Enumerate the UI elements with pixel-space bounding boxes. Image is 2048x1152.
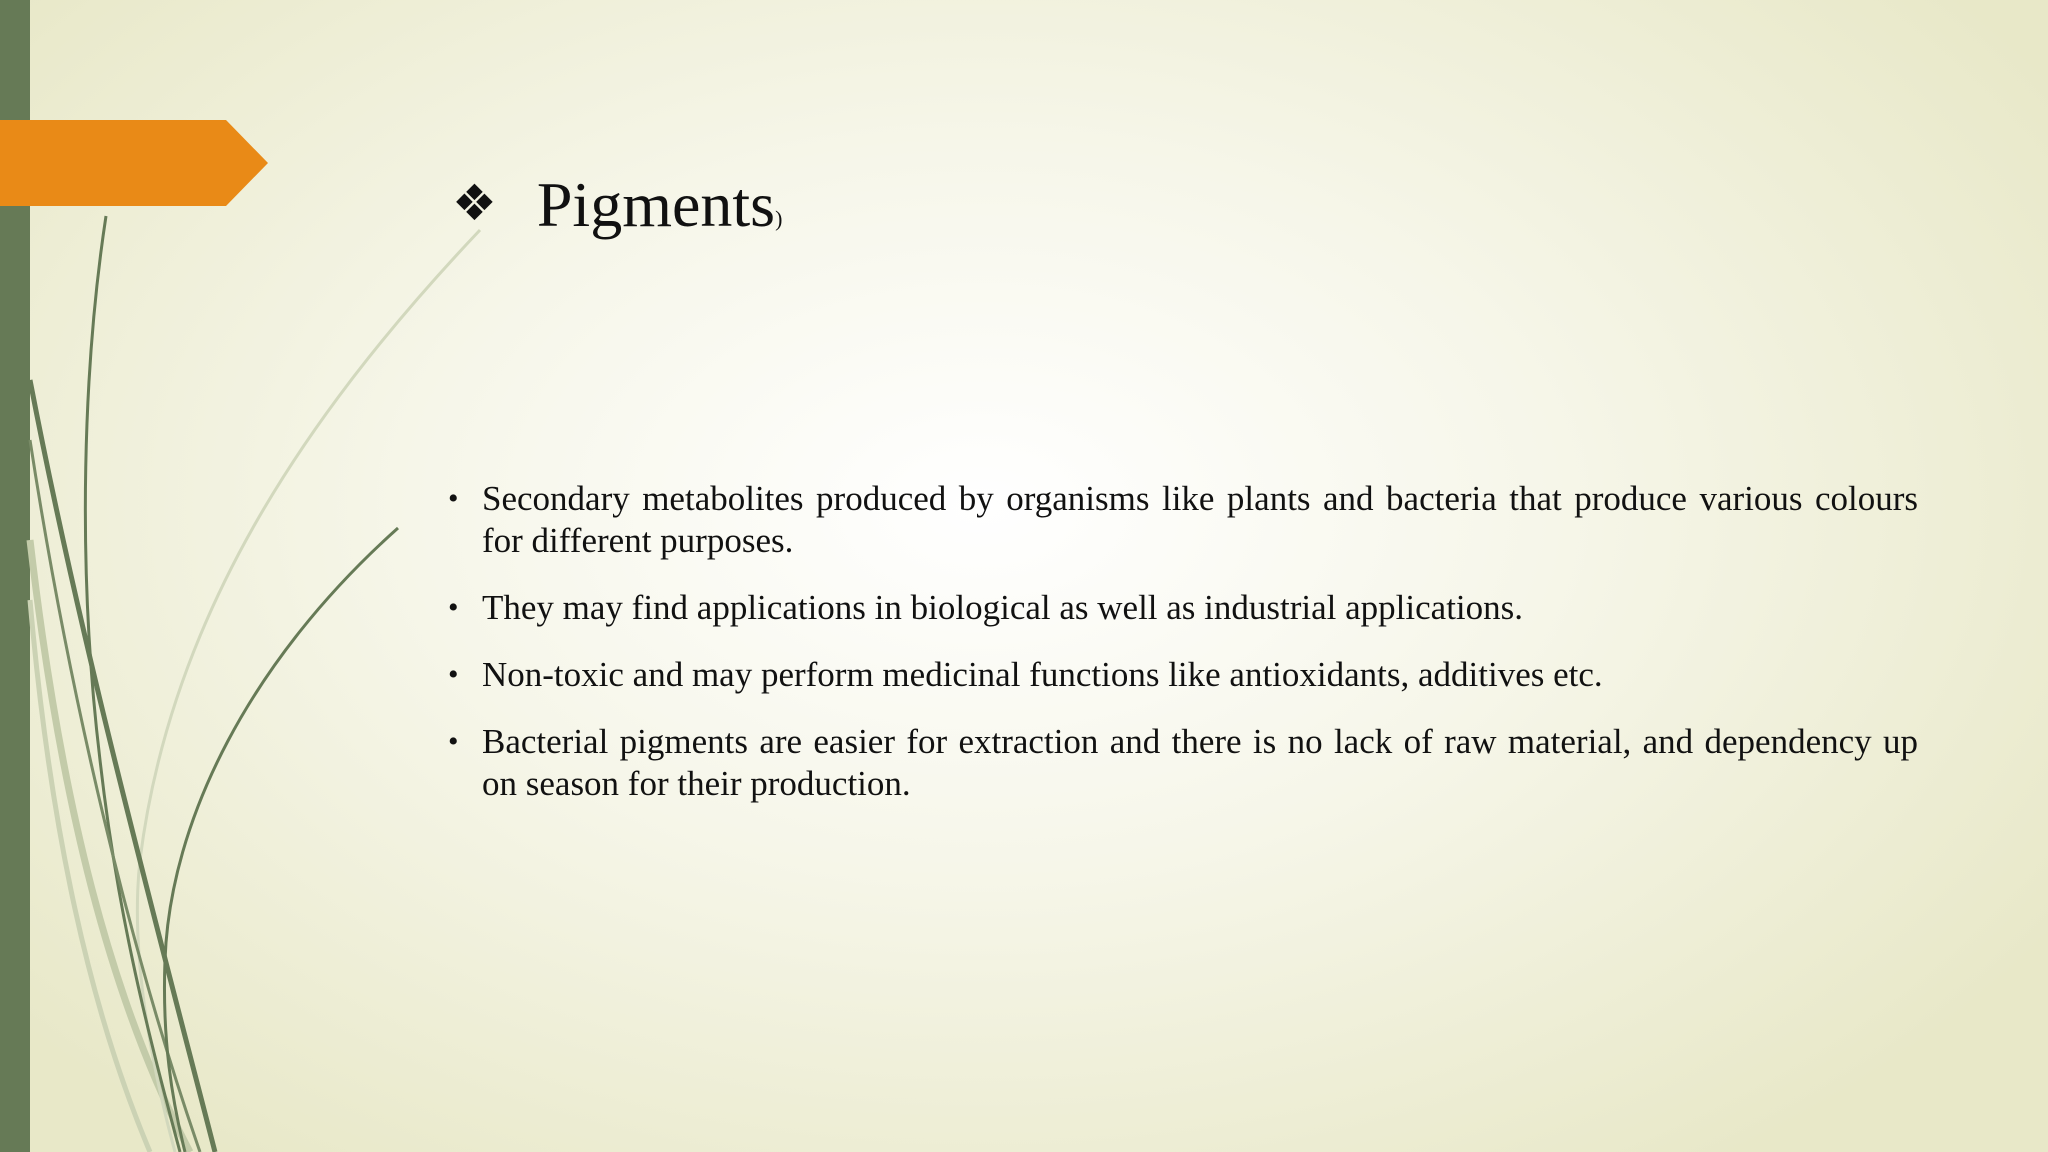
bullet-dot-icon: • bbox=[448, 658, 459, 691]
bullet-dot-icon: • bbox=[448, 482, 459, 515]
bullet-item bbox=[448, 587, 1918, 629]
bullet-text: Non-toxic and may perform medicinal functions like antioxidants, additives etc. bbox=[482, 655, 1603, 694]
slide-title-text: Pigments bbox=[536, 169, 776, 240]
bullet-dot-icon: • bbox=[448, 725, 459, 758]
orange-arrow-tab bbox=[0, 120, 268, 206]
bullet-list bbox=[448, 478, 1918, 830]
diamond-bullet-icon: ❖ bbox=[452, 174, 497, 233]
title-row bbox=[452, 170, 782, 240]
slide-title bbox=[537, 170, 783, 240]
bullet-text: They may find applications in biological as well as industrial applications. bbox=[482, 588, 1524, 627]
bullet-item bbox=[448, 478, 1918, 562]
bullet-text: Secondary metabolites produced by organisms like plants and bacteria that produce various colours for different purposes. bbox=[482, 479, 1918, 560]
bullet-item bbox=[448, 721, 1918, 805]
slide-title-suffix: ) bbox=[775, 206, 783, 231]
bullet-item bbox=[448, 654, 1918, 696]
bullet-dot-icon: • bbox=[448, 591, 459, 624]
bullet-text: Bacterial pigments are easier for extraction and there is no lack of raw material, and dependency up on season for their production. bbox=[482, 722, 1918, 803]
